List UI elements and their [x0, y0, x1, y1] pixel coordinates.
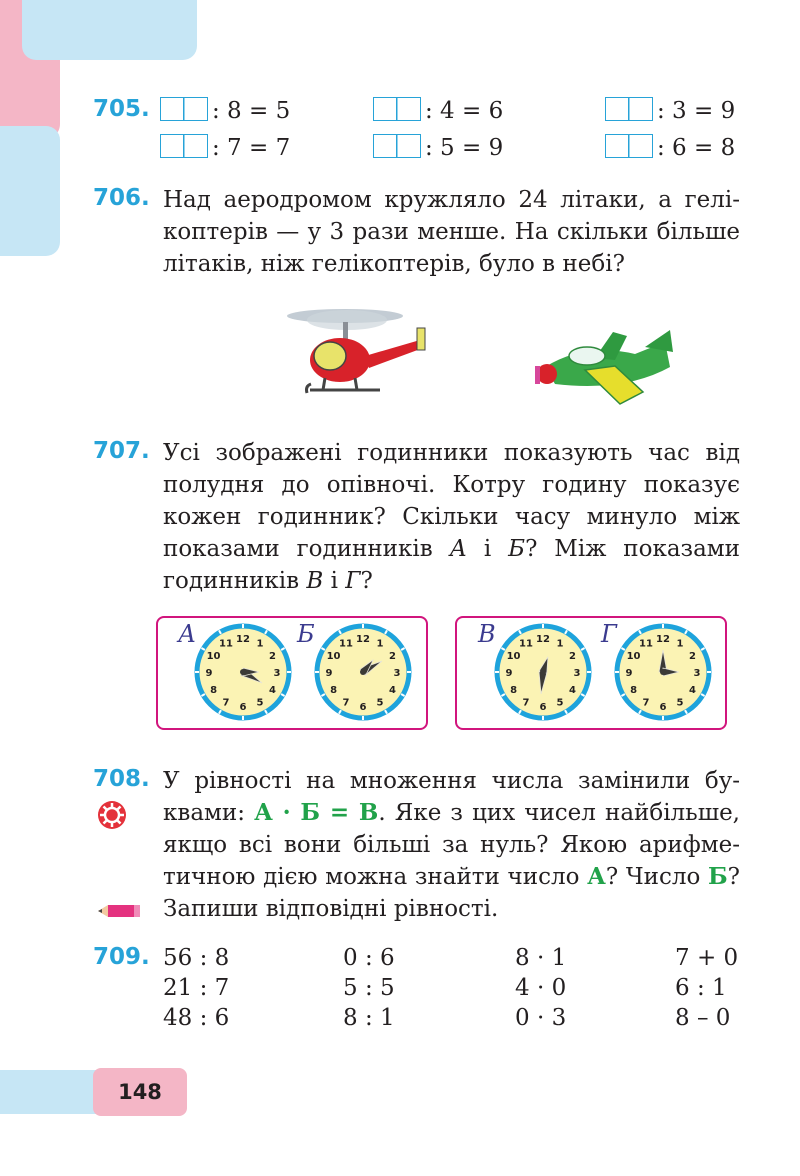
task-number-706: 706.: [93, 185, 150, 211]
answer-box[interactable]: [160, 134, 208, 158]
expression: 21 : 7: [163, 975, 230, 1001]
clock-number: 1: [556, 638, 564, 650]
clock-label-a: А: [178, 620, 197, 648]
clock-number: 11: [519, 638, 533, 650]
expression: 8 – 0: [675, 1005, 731, 1031]
task-709-column-2: [343, 943, 395, 1033]
expression: 7 + 0: [675, 945, 739, 971]
clock-number: 9: [325, 668, 333, 679]
clock-number: 1: [676, 638, 684, 650]
expression: 0 · 3: [515, 1005, 567, 1031]
equation-705-5: : 5 = 9: [373, 133, 503, 163]
expression: 48 : 6: [163, 1005, 230, 1031]
task-number-708: 708.: [93, 766, 150, 792]
clock-g: [613, 622, 713, 722]
clock-number: 5: [256, 697, 264, 709]
clock-number: 4: [688, 685, 696, 696]
task-707-line-2: полудня до опівночі. Котру годину показує: [163, 472, 740, 498]
airplane-illustration: [525, 322, 675, 412]
clock-number: 12: [536, 634, 550, 645]
clock-v: [493, 622, 593, 722]
clock-number: 4: [568, 685, 576, 696]
clock-number: 5: [556, 697, 564, 709]
answer-box[interactable]: [605, 134, 653, 158]
clock-number: 3: [693, 668, 701, 679]
clock-number: 7: [222, 697, 230, 709]
task-708-line-2: квами: А · Б = В. Яке з цих чисел найбільше,: [163, 799, 740, 826]
task-708-line-3: якщо всі вони більші за нуль? Якою арифме-: [163, 832, 740, 858]
task-708-line-5: Запиши відповідні рівності.: [163, 896, 499, 922]
task-706-line-2: коптерів — у 3 рази менше. На скільки більше: [163, 219, 740, 245]
clock-a: [193, 622, 293, 722]
clock-number: 3: [393, 668, 401, 679]
answer-box[interactable]: [605, 97, 653, 121]
clock-number: 8: [210, 685, 218, 696]
clock-number: 6: [659, 702, 667, 713]
clock-number: 11: [639, 638, 653, 650]
clock-number: 12: [356, 634, 370, 645]
clock-number: 9: [505, 668, 513, 679]
task-707-line-3: кожен годинник? Скільки часу минуло між: [163, 504, 740, 530]
equation-705-6: : 6 = 8: [605, 133, 735, 163]
task-706-line-3: літаків, ніж гелікоптерів, було в небі?: [163, 251, 625, 277]
page-number-tab: [0, 1070, 100, 1114]
clock-label-v: В: [478, 620, 496, 648]
clock-number: 9: [625, 668, 633, 679]
clock-number: 6: [239, 702, 247, 713]
expression: 8 · 1: [515, 945, 567, 971]
equation-705-2: : 4 = 6: [373, 96, 503, 126]
clock-number: 8: [510, 685, 518, 696]
clock-number: 4: [268, 685, 276, 696]
clock-number: 3: [573, 668, 581, 679]
clock-number: 12: [236, 634, 250, 645]
expression: 0 : 6: [343, 945, 395, 971]
equation-705-1: : 8 = 5: [160, 96, 290, 126]
clock-number: 2: [688, 651, 696, 662]
task-708-line-4: тичною дією можна знайти число А? Число Б?: [163, 863, 740, 890]
task-709-column-1: [163, 943, 229, 1033]
clock-number: 5: [376, 697, 384, 709]
clock-number: 1: [256, 638, 264, 650]
clock-b: [313, 622, 413, 722]
clock-number: 7: [342, 697, 350, 709]
clock-number: 2: [388, 651, 396, 662]
clock-number: 8: [330, 685, 338, 696]
clock-number: 2: [268, 651, 276, 662]
clock-number: 7: [522, 697, 530, 709]
answer-box[interactable]: [373, 134, 421, 158]
clock-number: 10: [206, 651, 221, 662]
clock-number: 5: [676, 697, 684, 709]
equation-705-4: : 7 = 7: [160, 133, 290, 163]
task-number-705: 705.: [93, 96, 150, 122]
clock-number: 10: [506, 651, 521, 662]
task-706-line-1: Над аеродромом кружляло 24 літаки, а гелі-: [163, 187, 740, 213]
task-708-line-1: У рівності на множення числа замінили бу-: [163, 768, 740, 794]
pencil-icon: [96, 902, 142, 920]
gear-brain-icon: [97, 800, 127, 830]
task-707-line-5: годинників В і Г?: [163, 568, 373, 594]
clock-number: 10: [626, 651, 641, 662]
equation-705-3: : 3 = 9: [605, 96, 735, 126]
clock-number: 11: [339, 638, 353, 650]
task-number-709: 709.: [93, 944, 150, 970]
clock-number: 7: [642, 697, 650, 709]
side-decoration-blue: [0, 126, 60, 256]
helicopter-illustration: [285, 298, 435, 408]
expression: 5 : 5: [343, 975, 395, 1001]
expression: 56 : 8: [163, 945, 230, 971]
task-number-707: 707.: [93, 438, 150, 464]
task-707-line-4: показами годинників А і Б? Між показами: [163, 536, 741, 562]
expression: 6 : 1: [675, 975, 727, 1001]
answer-box[interactable]: [160, 97, 208, 121]
clock-number: 2: [568, 651, 576, 662]
clock-label-g: Г: [601, 620, 617, 648]
clock-number: 8: [630, 685, 638, 696]
clock-label-b: Б: [297, 620, 315, 648]
clock-number: 6: [359, 702, 367, 713]
clock-number: 3: [273, 668, 281, 679]
task-709-column-4: [675, 943, 738, 1033]
expression: 4 · 0: [515, 975, 567, 1001]
clock-number: 12: [656, 634, 670, 645]
answer-box[interactable]: [373, 97, 421, 121]
task-707-line-1: Усі зображені годинники показують час від: [163, 440, 740, 466]
task-709-column-3: [515, 943, 566, 1033]
clock-number: 10: [326, 651, 341, 662]
page-number: 148: [93, 1068, 187, 1116]
clock-number: 4: [388, 685, 396, 696]
clock-number: 11: [219, 638, 233, 650]
clock-number: 1: [376, 638, 384, 650]
clock-number: 9: [205, 668, 213, 679]
expression: 8 : 1: [343, 1005, 395, 1031]
corner-decoration-blue-top: [22, 0, 197, 60]
clock-number: 6: [539, 702, 547, 713]
